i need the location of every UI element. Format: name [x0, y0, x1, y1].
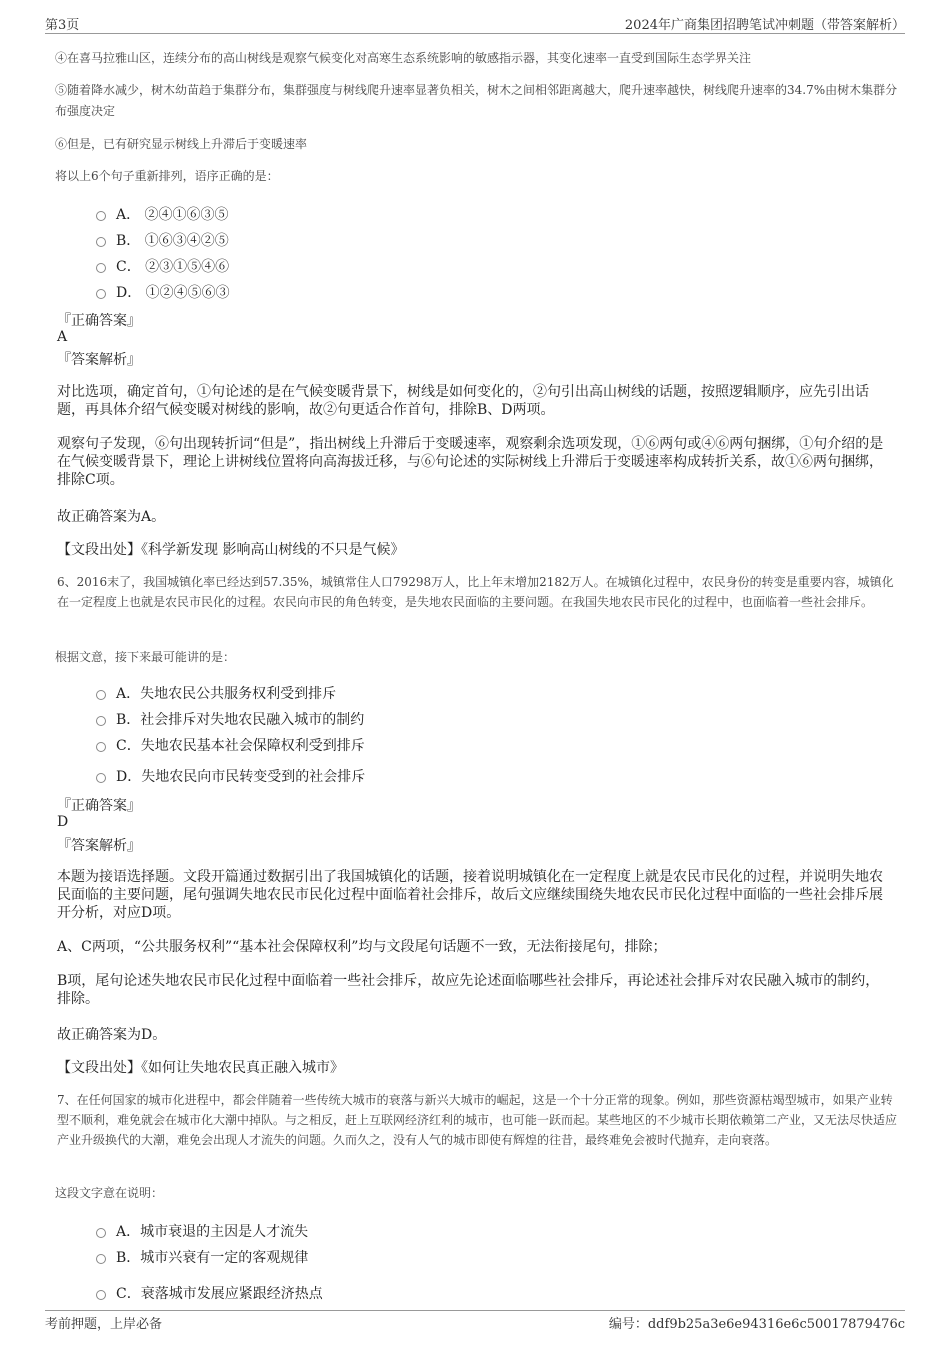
radio-icon[interactable]	[96, 289, 106, 299]
q5-analysis-paragraph-2: 观察句子发现，⑥句出现转折词“但是”，指出树线上升滞后于变暖速率，观察剩余选项发现，①⑥两句或④⑥两句捆绑，①句介绍的是在气候变暖背景下，理论上讲树线位置将向高海拔迁移，与⑥句论述的实际树线上升滞后于变暖速率构成转折关系，故①⑥两句捆绑，排除C项。	[57, 436, 884, 488]
radio-icon[interactable]	[96, 716, 106, 726]
q5-option-b[interactable]: B． ①⑥③④②⑤	[96, 230, 229, 250]
radio-icon[interactable]	[96, 773, 106, 783]
q6-conclusion: 故正确答案为D。	[57, 1027, 167, 1043]
footer-document-id: 编号：ddf9b25a3e6e94316e6c50017879476c	[608, 1317, 905, 1332]
q6-analysis-paragraph-1: 本题为接语选择题。文段开篇通过数据引出了我国城镇化的话题，接着说明城镇化在一定程度上就是农民市民化的过程，并说明失地农民面临的主要问题，尾句强调失地农民市民化过程中面临着社会排斥，故后文应继续围绕失地农民市民化过程中面临的一些社会排斥展开分析，对应D项。	[57, 869, 883, 921]
q5-answer-label: 『正确答案』	[57, 313, 141, 329]
radio-icon[interactable]	[96, 1228, 106, 1238]
footer-divider	[45, 1310, 905, 1311]
q5-answer: A	[57, 329, 68, 345]
q6-answer-label: 『正确答案』	[57, 798, 141, 814]
q5-prompt: 将以上6个句子重新排列，语序正确的是：	[55, 169, 279, 183]
q5-sentence-6: ⑥但是，已有研究显示树线上升滞后于变暖速率	[55, 137, 308, 151]
q7-option-c[interactable]: C．衰落城市发展应紧跟经济热点	[96, 1283, 323, 1303]
document-title: 2024年广商集团招聘笔试冲刺题（带答案解析）	[624, 18, 905, 33]
q7-option-a[interactable]: A．城市衰退的主因是人才流失	[96, 1221, 308, 1241]
radio-icon[interactable]	[96, 263, 106, 273]
q5-sentence-4: ④在喜马拉雅山区，连续分布的高山树线是观察气候变化对高寒生态系统影响的敏感指示器，其变化速率一直受到国际生态学界关注	[55, 51, 752, 65]
q6-option-d[interactable]: D．失地农民向市民转变受到的社会排斥	[96, 766, 365, 786]
radio-icon[interactable]	[96, 690, 106, 700]
header-divider	[45, 33, 905, 34]
q7-text: 7、在任何国家的城市化进程中，都会伴随着一些传统大城市的衰落与新兴大城市的崛起，这是一个十分正常的现象。例如，那些资源枯竭型城市，如果产业转型不顺利，难免就会在城市化大潮中掉队。与之相反，赶上互联网经济红利的城市，也可能一跃而起。某些地区的不少城市长期依赖第二产业，又无法尽快适应产业升级换代的大潮，难免会出现人才流失的问题。久而久之，没有人气的城市即使有辉煌的往昔，最终难免会被时代抛弃，走向衰落。	[57, 1093, 898, 1147]
radio-icon[interactable]	[96, 237, 106, 247]
q6-text: 6、2016末了，我国城镇化率已经达到57.35%，城镇常住人口79298万人，比上年末增加2182万人。在城镇化过程中，农民身份的转变是重要内容，城镇化在一定程度上也就是农民市民化的过程。农民向市民的角色转变，是失地农民面临的主要问题。在我国失地农民市民化的过程中，也面临着一些社会排斥。	[57, 575, 894, 609]
q6-prompt: 根据文意，接下来最可能讲的是：	[55, 650, 236, 664]
q6-analysis-paragraph-2: A、C两项，“公共服务权利”“基本社会保障权利”均与文段尾句话题不一致，无法衔接尾句，排除；	[57, 939, 667, 955]
q6-analysis-paragraph-3: B项，尾句论述失地农民市民化过程中面临着一些社会排斥，故应先论述面临哪些社会排斥，再论述社会排斥对农民融入城市的制约，排除。	[57, 973, 880, 1007]
q6-option-b[interactable]: B．社会排斥对失地农民融入城市的制约	[96, 709, 364, 729]
q5-source: 【文段出处】《科学新发现 影响高山树线的不只是气候》	[57, 542, 405, 558]
radio-icon[interactable]	[96, 1290, 106, 1300]
footer-slogan: 考前押题，上岸必备	[45, 1317, 163, 1332]
q5-option-a[interactable]: A． ②④①⑥③⑤	[96, 204, 229, 224]
q6-option-a[interactable]: A．失地农民公共服务权利受到排斥	[96, 683, 336, 703]
q7-prompt: 这段文字意在说明：	[55, 1186, 164, 1200]
q5-conclusion: 故正确答案为A。	[57, 509, 166, 525]
page-number: 第3页	[45, 18, 80, 33]
radio-icon[interactable]	[96, 1254, 106, 1264]
q5-analysis-label: 『答案解析』	[57, 352, 141, 368]
q6-option-c[interactable]: C．失地农民基本社会保障权利受到排斥	[96, 735, 365, 755]
q6-answer: D	[57, 814, 69, 830]
q5-analysis-paragraph-1: 对比选项，确定首句，①句论述的是在气候变暖背景下，树线是如何变化的，②句引出高山树线的话题，按照逻辑顺序，应先引出话题，再具体介绍气候变暖对树线的影响，故②句更适合作首句，排除B、D两项。	[57, 384, 869, 418]
q7-option-b[interactable]: B．城市兴衰有一定的客观规律	[96, 1247, 308, 1267]
q6-source: 【文段出处】《如何让失地农民真正融入城市》	[57, 1060, 344, 1076]
q5-option-d[interactable]: D． ①②④⑤⑥③	[96, 282, 230, 302]
q6-analysis-label: 『答案解析』	[57, 838, 141, 854]
q5-sentence-5: ⑤随着降水减少，树木幼苗趋于集群分布，集群强度与树线爬升速率显著负相关，树木之间相邻距离越大，爬升速率越快，树线爬升速率的34.7%由树木集群分布强度决定	[55, 83, 898, 118]
q5-option-c[interactable]: C． ②③①⑤④⑥	[96, 256, 229, 276]
radio-icon[interactable]	[96, 742, 106, 752]
radio-icon[interactable]	[96, 211, 106, 221]
